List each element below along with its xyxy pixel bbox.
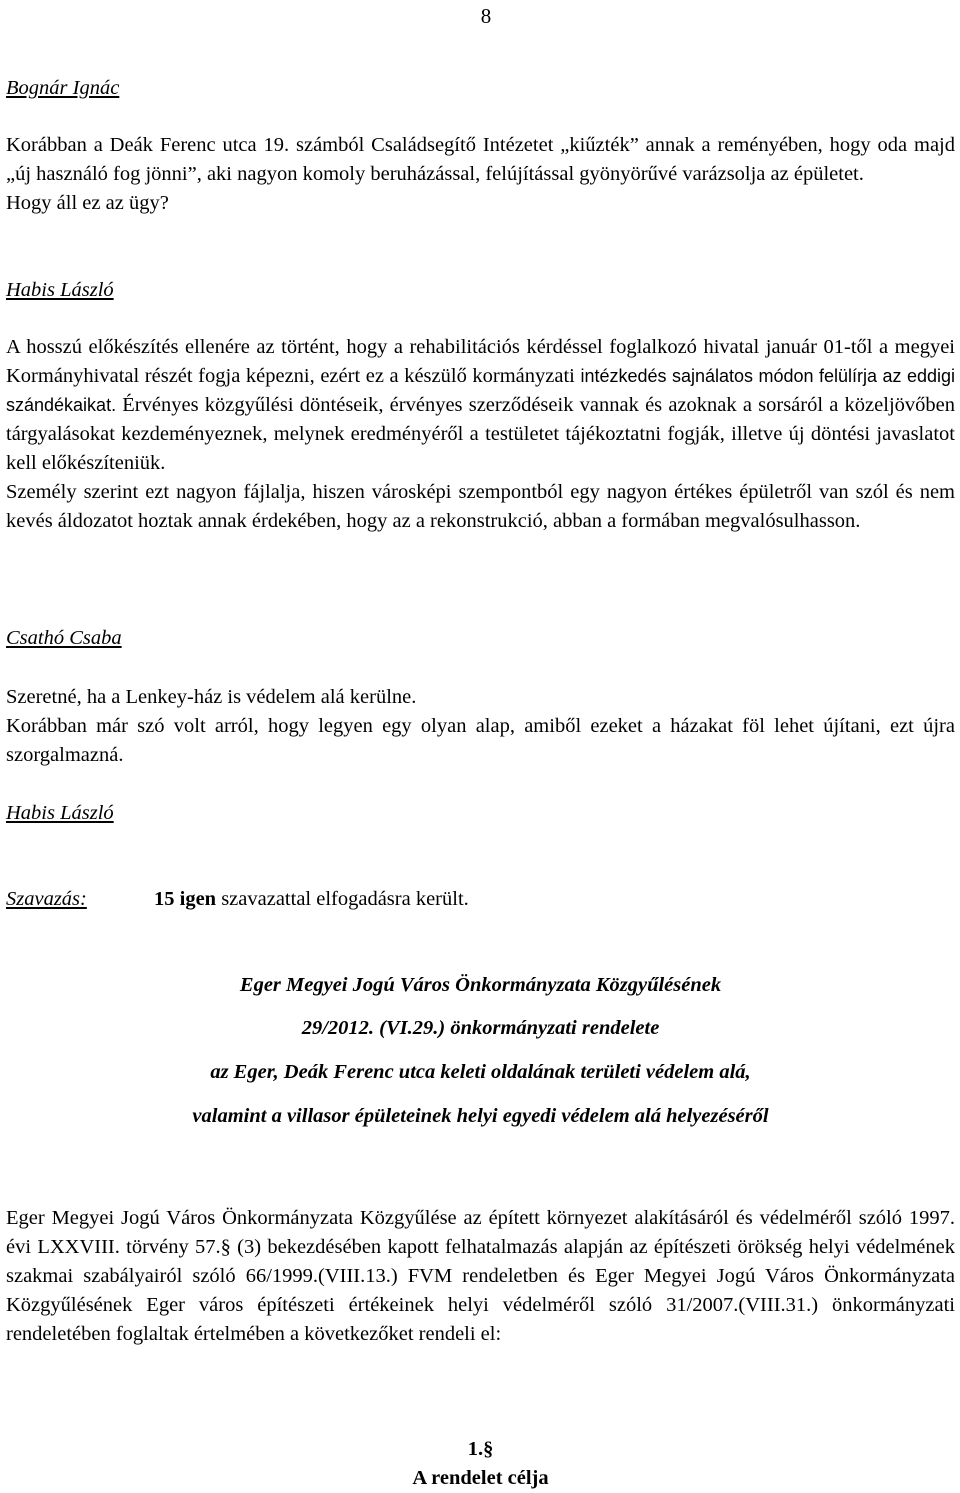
comment-text: Szeretné, ha a Lenkey-ház is védelem alá kerülne. — [6, 686, 417, 708]
vote-count: 15 igen — [154, 888, 217, 910]
answer-text-part: A hosszú előkészítés ellenére az történt, hogy a rehabilitációs kérdéssel foglalkozó hivatal január 01-től a megyei Kormányhivatal részét fogja képezni, ezért ez a készülő kormányzati — [6, 336, 955, 387]
decree-title-line: 29/2012. (VI.29.) önkormányzati rendelete — [301, 1017, 660, 1039]
comment-paragraph — [6, 683, 955, 770]
decree-title-line: valamint a villasor épületeinek helyi egyedi védelem alá helyezéséről — [192, 1105, 769, 1127]
answer-text-part: Érvényes közgyűlési döntéseik, érvényes szerződéseik vannak és azoknak a sorsáról a közeljövőben tárgyalásokat kezdeményeznek, melynek eredményéről a testületet tájékoztatni fogják, illetve új döntési javaslatot kell előkészíteniük. — [6, 394, 955, 474]
vote-label: Szavazás: — [6, 888, 87, 910]
preamble-text: Eger Megyei Jogú Város Önkormányzata Közgyűlése az épített környezet alakításáról és védelméről szóló 1997. évi LXXVIII. törvény 57.§ (3) bekezdésében kapott felhatalmazás alapján az építészeti örökség helyi védelmének szakmai szabályairól szóló 66/1999.(VIII.13.) FVM rendeletben és Eger Megyei Jogú Város Önkormányzata Közgyűlésének Eger város építészeti értékeinek helyi védelméről szóló 31/2007.(VIII.31.) önkormányzati rendeletében foglaltak értelmében a következőket rendeli el: — [6, 1207, 955, 1345]
vote-line — [6, 885, 955, 914]
answer-text-part: intézkedés sajnálatos módon felülírja az eddigi szándékaikat. — [6, 366, 955, 415]
decree-title-line: Eger Megyei Jogú Város Önkormányzata Közgyűlésének — [239, 974, 722, 996]
speaker-name: Bognár Ignác — [6, 77, 120, 99]
speaker-name: Csathó Csaba — [6, 627, 122, 649]
question-text: Korábban a Deák Ferenc utca 19. számból Családsegítő Intézetet „kiűzték” annak a reményében, hogy oda majd „új használó fog jönni”, aki nagyon komoly beruházással, felújítással gyönyörűvé varázsolja az épületet. — [6, 134, 955, 185]
comment-text: Korábban már szó volt arról, hogy legyen egy olyan alap, amiből ezeket a házakat föl lehet újítani, ezt újra szorgalmazná. — [6, 715, 955, 766]
answer-text — [6, 333, 955, 478]
answer-paragraph — [6, 333, 955, 536]
answer-text: Személy szerint ezt nagyon fájlalja, hiszen városképi szempontból egy nagyon értékes épületről van szól és nem kevés áldozatot hoztak annak érdekében, hogy az a rekonstrukció, abban a formában megvalósulhasson. — [6, 481, 955, 532]
page-number: 8 — [480, 4, 492, 28]
vote-result: szavazattal elfogadásra került. — [216, 888, 469, 910]
speaker-name: Habis László — [6, 279, 114, 301]
preamble-paragraph — [6, 1204, 955, 1349]
question-paragraph — [6, 131, 955, 218]
decree-title-line: az Eger, Deák Ferenc utca keleti oldalának területi védelem alá, — [210, 1061, 751, 1083]
question-text: Hogy áll ez az ügy? — [6, 192, 169, 214]
section-number: 1.§ — [467, 1438, 494, 1460]
section-title: A rendelet célja — [412, 1467, 549, 1489]
speaker-name: Habis László — [6, 802, 114, 824]
